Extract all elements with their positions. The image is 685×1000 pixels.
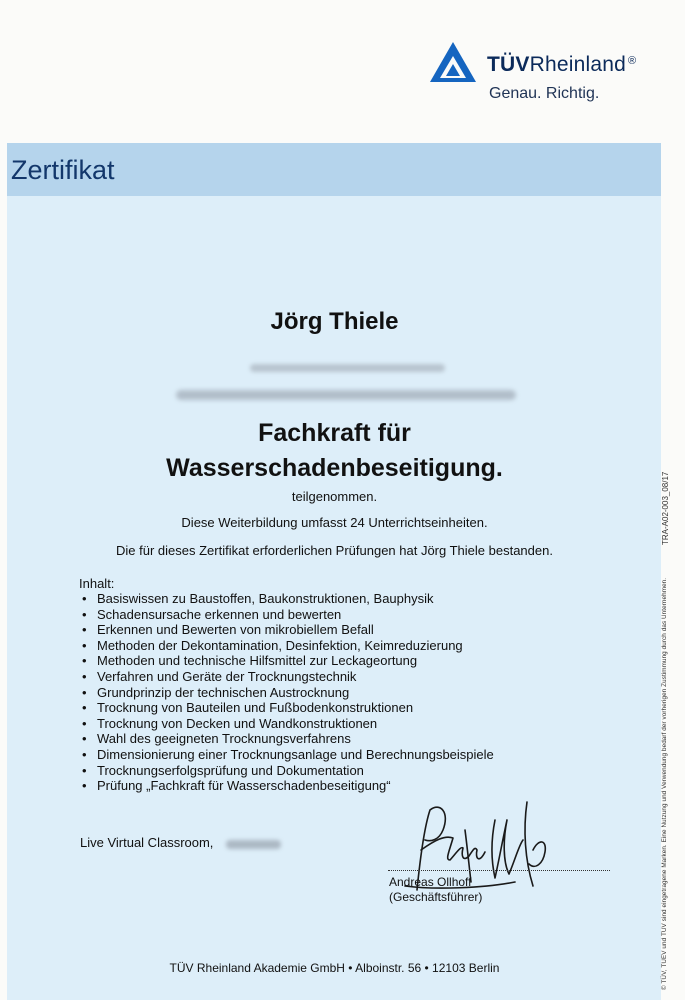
redacted-date bbox=[226, 840, 281, 849]
scope-text: Diese Weiterbildung umfasst 24 Unterrichtseinheiten. bbox=[181, 515, 488, 530]
course-title-line2: Wasserschadenbeseitigung. bbox=[166, 454, 503, 482]
registered-mark: ® bbox=[627, 55, 637, 67]
content-item-text: Dimensionierung einer Trocknungsanlage und Berechnungsbeispiele bbox=[97, 746, 494, 762]
bullet: • bbox=[82, 778, 87, 794]
exam-text: Die für dieses Zertifikat erforderlichen Prüfungen hat Jörg Thiele bestanden. bbox=[116, 543, 553, 558]
course-title-line1: Fachkraft für bbox=[258, 419, 411, 447]
content-item-text: Grundprinzip der technischen Austrocknung bbox=[97, 684, 350, 700]
content-item bbox=[82, 653, 494, 669]
content-item bbox=[82, 607, 494, 623]
redacted-birthdate bbox=[250, 364, 445, 372]
content-item-text: Basiswissen zu Baustoffen, Baukonstruktionen, Bauphysik bbox=[97, 591, 434, 606]
bullet: • bbox=[82, 684, 87, 700]
bullet: • bbox=[82, 606, 87, 622]
content-item bbox=[82, 700, 494, 716]
content-item-text: Trocknungserfolgsprüfung und Dokumentation bbox=[97, 762, 364, 778]
content-heading: Inhalt: bbox=[79, 576, 115, 591]
bullet: • bbox=[82, 762, 87, 778]
content-item-text: Wahl des geeigneten Trocknungsverfahrens bbox=[97, 731, 351, 747]
bullet: • bbox=[82, 715, 87, 731]
signer-role: (Geschäftsführer) bbox=[389, 890, 483, 904]
signature-line bbox=[388, 870, 610, 871]
content-item bbox=[82, 731, 494, 747]
bullet: • bbox=[82, 622, 87, 638]
form-code: TRA-A02-003_08/17 bbox=[661, 471, 670, 545]
content-item bbox=[82, 591, 494, 607]
tuv-logo bbox=[428, 40, 668, 110]
brand-rest: Rheinland bbox=[529, 53, 626, 76]
content-item bbox=[82, 669, 494, 685]
content-item-text: Schadensursache erkennen und bewerten bbox=[97, 606, 342, 622]
bullet: • bbox=[82, 653, 87, 669]
footer-address: TÜV Rheinland Akademie GmbH • Alboinstr. 56 • 12103 Berlin bbox=[169, 961, 500, 975]
brand-name bbox=[487, 53, 636, 77]
content-item bbox=[82, 685, 494, 701]
content-item-text: Methoden der Dekontamination, Desinfektion, Keimreduzierung bbox=[97, 637, 463, 653]
content-item-text: Erkennen und Bewerten von mikrobiellem Befall bbox=[97, 622, 374, 638]
content-item bbox=[82, 622, 494, 638]
tagline: Genau. Richtig. bbox=[489, 85, 600, 102]
content-item-text: Methoden und technische Hilfsmittel zur Leckageortung bbox=[97, 653, 418, 669]
page-title: Zertifikat bbox=[11, 155, 115, 185]
content-item bbox=[82, 763, 494, 779]
content-item bbox=[82, 716, 494, 732]
participation-text: teilgenommen. bbox=[291, 489, 378, 504]
triangle-logo-icon bbox=[428, 40, 478, 84]
content-item-text: Verfahren und Geräte der Trocknungstechnik bbox=[97, 668, 357, 684]
legal-side-text: © TÜV, TUEV und TUV sind eingetragene Marken. Eine Nutzung und Verwendung bedarf der vorherigen Zustimmung durch das Unternehmen. bbox=[661, 577, 668, 990]
bullet: • bbox=[82, 668, 87, 684]
content-list bbox=[82, 591, 494, 794]
bullet: • bbox=[82, 591, 87, 606]
location-label: Live Virtual Classroom, bbox=[80, 835, 214, 850]
signer-block bbox=[389, 875, 482, 905]
content-item-text: Prüfung „Fachkraft für Wasserschadenbeseitigung“ bbox=[97, 778, 391, 794]
recipient-name: Jörg Thiele bbox=[270, 308, 399, 335]
content-item bbox=[82, 638, 494, 654]
bullet: • bbox=[82, 637, 87, 653]
brand-bold: TÜV bbox=[487, 53, 530, 76]
content-item-text: Trocknung von Decken und Wandkonstruktionen bbox=[97, 715, 378, 731]
course-title bbox=[0, 416, 669, 486]
bullet: • bbox=[82, 700, 87, 716]
title-band bbox=[7, 143, 661, 196]
signer-name: Andreas Ollhoff bbox=[389, 875, 472, 889]
content-item-text: Trocknung von Bauteilen und Fußbodenkonstruktionen bbox=[97, 700, 414, 716]
bullet: • bbox=[82, 746, 87, 762]
content-item bbox=[82, 747, 494, 763]
redacted-details bbox=[176, 390, 516, 400]
bullet: • bbox=[82, 731, 87, 747]
